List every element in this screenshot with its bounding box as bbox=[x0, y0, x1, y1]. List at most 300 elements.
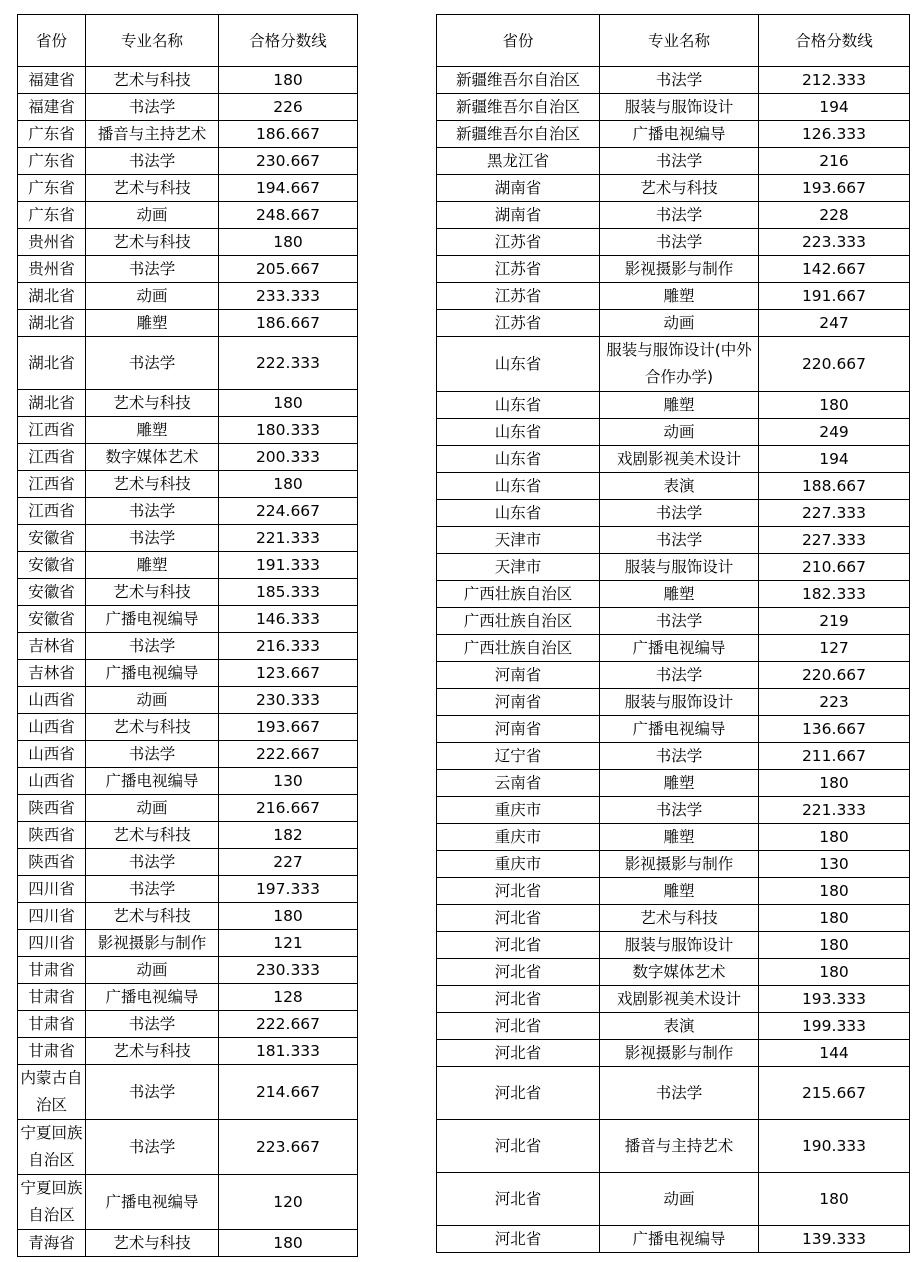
cell-major: 动画 bbox=[86, 202, 219, 229]
cell-major: 书法学 bbox=[86, 1011, 219, 1038]
cell-score: 185.333 bbox=[219, 579, 358, 606]
cell-major: 书法学 bbox=[86, 741, 219, 768]
cell-major: 书法学 bbox=[86, 633, 219, 660]
cell-province: 江苏省 bbox=[437, 256, 600, 283]
cell-score: 180 bbox=[759, 905, 910, 932]
cell-score: 191.667 bbox=[759, 283, 910, 310]
cell-province: 新疆维吾尔自治区 bbox=[437, 121, 600, 148]
cell-score: 191.333 bbox=[219, 552, 358, 579]
cell-major: 艺术与科技 bbox=[86, 822, 219, 849]
cell-major: 书法学 bbox=[86, 94, 219, 121]
table-row bbox=[437, 473, 910, 500]
cell-province: 江苏省 bbox=[437, 229, 600, 256]
cell-province: 江西省 bbox=[18, 417, 86, 444]
table-row bbox=[437, 797, 910, 824]
cell-score: 180 bbox=[759, 824, 910, 851]
cell-province: 河南省 bbox=[437, 716, 600, 743]
table-row bbox=[18, 741, 358, 768]
cell-score: 219 bbox=[759, 608, 910, 635]
cell-score: 200.333 bbox=[219, 444, 358, 471]
cell-score: 188.667 bbox=[759, 473, 910, 500]
cell-province: 陕西省 bbox=[18, 795, 86, 822]
cell-major: 雕塑 bbox=[86, 552, 219, 579]
cell-score: 199.333 bbox=[759, 1013, 910, 1040]
table-row bbox=[18, 283, 358, 310]
table-row bbox=[18, 256, 358, 283]
cell-province: 湖南省 bbox=[437, 175, 600, 202]
table-row bbox=[437, 419, 910, 446]
cell-score: 144 bbox=[759, 1040, 910, 1067]
table-row bbox=[437, 770, 910, 797]
cell-province: 贵州省 bbox=[18, 256, 86, 283]
cell-major: 数字媒体艺术 bbox=[600, 959, 759, 986]
cell-province: 湖北省 bbox=[18, 283, 86, 310]
cell-major: 书法学 bbox=[600, 1067, 759, 1120]
cell-score: 220.667 bbox=[759, 337, 910, 392]
cell-province: 云南省 bbox=[437, 770, 600, 797]
cell-major: 艺术与科技 bbox=[86, 903, 219, 930]
table-row bbox=[437, 175, 910, 202]
cell-major: 艺术与科技 bbox=[86, 471, 219, 498]
cell-score: 216.333 bbox=[219, 633, 358, 660]
cell-major: 艺术与科技 bbox=[86, 714, 219, 741]
table-row bbox=[437, 229, 910, 256]
cell-province: 天津市 bbox=[437, 554, 600, 581]
cell-province: 甘肃省 bbox=[18, 957, 86, 984]
cell-province: 福建省 bbox=[18, 94, 86, 121]
cell-major: 广播电视编导 bbox=[86, 606, 219, 633]
cell-major: 数字媒体艺术 bbox=[86, 444, 219, 471]
cell-score: 146.333 bbox=[219, 606, 358, 633]
table-row bbox=[18, 471, 358, 498]
cell-score: 139.333 bbox=[759, 1226, 910, 1253]
cell-province: 重庆市 bbox=[437, 824, 600, 851]
table-row bbox=[437, 662, 910, 689]
table-row bbox=[437, 500, 910, 527]
cell-province: 广东省 bbox=[18, 202, 86, 229]
cell-major: 书法学 bbox=[86, 337, 219, 390]
cell-province: 新疆维吾尔自治区 bbox=[437, 94, 600, 121]
cell-province: 安徽省 bbox=[18, 579, 86, 606]
table-row bbox=[437, 94, 910, 121]
cell-score: 190.333 bbox=[759, 1120, 910, 1173]
cell-province: 湖北省 bbox=[18, 310, 86, 337]
cell-major: 服装与服饰设计(中外合作办学) bbox=[600, 337, 759, 392]
cell-score: 249 bbox=[759, 419, 910, 446]
cell-province: 新疆维吾尔自治区 bbox=[437, 67, 600, 94]
table-row bbox=[437, 905, 910, 932]
cell-major: 雕塑 bbox=[600, 392, 759, 419]
table-row bbox=[437, 959, 910, 986]
cell-province: 甘肃省 bbox=[18, 1011, 86, 1038]
table-row bbox=[437, 1040, 910, 1067]
cell-major: 书法学 bbox=[600, 229, 759, 256]
cell-score: 180 bbox=[219, 471, 358, 498]
table-row bbox=[437, 148, 910, 175]
table-row bbox=[18, 822, 358, 849]
cell-score: 180 bbox=[759, 959, 910, 986]
cell-score: 233.333 bbox=[219, 283, 358, 310]
cell-major: 艺术与科技 bbox=[600, 905, 759, 932]
cell-province: 河北省 bbox=[437, 1120, 600, 1173]
cell-score: 223.667 bbox=[219, 1120, 358, 1175]
table-row bbox=[437, 716, 910, 743]
cell-major: 影视摄影与制作 bbox=[86, 930, 219, 957]
table-row bbox=[18, 876, 358, 903]
table-row bbox=[18, 310, 358, 337]
cell-major: 动画 bbox=[86, 687, 219, 714]
cell-province: 河南省 bbox=[437, 662, 600, 689]
cell-province: 河北省 bbox=[437, 959, 600, 986]
cell-province: 河北省 bbox=[437, 878, 600, 905]
cell-score: 216.667 bbox=[219, 795, 358, 822]
cell-major: 书法学 bbox=[600, 527, 759, 554]
table-row bbox=[18, 1065, 358, 1120]
cell-score: 181.333 bbox=[219, 1038, 358, 1065]
cell-major: 雕塑 bbox=[600, 878, 759, 905]
cell-major: 影视摄影与制作 bbox=[600, 1040, 759, 1067]
cell-major: 艺术与科技 bbox=[86, 67, 219, 94]
cell-province: 山西省 bbox=[18, 741, 86, 768]
cell-score: 128 bbox=[219, 984, 358, 1011]
cell-score: 220.667 bbox=[759, 662, 910, 689]
cell-score: 193.333 bbox=[759, 986, 910, 1013]
cell-score: 186.667 bbox=[219, 310, 358, 337]
cell-province: 山东省 bbox=[437, 446, 600, 473]
cell-score: 211.667 bbox=[759, 743, 910, 770]
table-row bbox=[18, 606, 358, 633]
cell-score: 197.333 bbox=[219, 876, 358, 903]
cell-score: 223 bbox=[759, 689, 910, 716]
cell-province: 甘肃省 bbox=[18, 1038, 86, 1065]
cell-score: 222.333 bbox=[219, 337, 358, 390]
cell-score: 130 bbox=[759, 851, 910, 878]
cell-major: 广播电视编导 bbox=[86, 1175, 219, 1230]
cell-score: 227 bbox=[219, 849, 358, 876]
cell-score: 180 bbox=[759, 392, 910, 419]
table-row bbox=[18, 94, 358, 121]
table-row bbox=[18, 579, 358, 606]
cell-province: 广西壮族自治区 bbox=[437, 635, 600, 662]
cell-province: 安徽省 bbox=[18, 525, 86, 552]
cell-score: 136.667 bbox=[759, 716, 910, 743]
header-province: 省份 bbox=[437, 15, 600, 67]
cell-province: 山东省 bbox=[437, 419, 600, 446]
cell-major: 雕塑 bbox=[600, 770, 759, 797]
cell-score: 186.667 bbox=[219, 121, 358, 148]
table-row bbox=[18, 930, 358, 957]
cell-major: 艺术与科技 bbox=[600, 175, 759, 202]
cell-major: 动画 bbox=[600, 1173, 759, 1226]
cell-score: 212.333 bbox=[759, 67, 910, 94]
table-row bbox=[437, 392, 910, 419]
cell-score: 182.333 bbox=[759, 581, 910, 608]
cell-province: 贵州省 bbox=[18, 229, 86, 256]
cell-score: 180 bbox=[219, 1230, 358, 1257]
table-row bbox=[437, 1120, 910, 1173]
cell-score: 230.333 bbox=[219, 687, 358, 714]
cell-province: 山东省 bbox=[437, 392, 600, 419]
cell-score: 205.667 bbox=[219, 256, 358, 283]
right-header-row bbox=[437, 15, 910, 67]
cell-score: 126.333 bbox=[759, 121, 910, 148]
cell-score: 226 bbox=[219, 94, 358, 121]
table-row bbox=[437, 932, 910, 959]
cell-province: 河北省 bbox=[437, 986, 600, 1013]
table-row bbox=[437, 824, 910, 851]
cell-major: 广播电视编导 bbox=[86, 984, 219, 1011]
header-major: 专业名称 bbox=[600, 15, 759, 67]
cell-major: 艺术与科技 bbox=[86, 579, 219, 606]
table-row bbox=[437, 1067, 910, 1120]
cell-major: 书法学 bbox=[600, 608, 759, 635]
cell-major: 影视摄影与制作 bbox=[600, 256, 759, 283]
cell-province: 河北省 bbox=[437, 1040, 600, 1067]
cell-major: 书法学 bbox=[86, 1065, 219, 1120]
cell-major: 书法学 bbox=[86, 256, 219, 283]
cell-score: 180 bbox=[759, 932, 910, 959]
cell-major: 书法学 bbox=[86, 876, 219, 903]
cell-province: 湖北省 bbox=[18, 337, 86, 390]
table-row bbox=[437, 1173, 910, 1226]
table-row bbox=[18, 121, 358, 148]
cell-province: 宁夏回族自治区 bbox=[18, 1120, 86, 1175]
cell-score: 180 bbox=[219, 229, 358, 256]
cell-score: 222.667 bbox=[219, 741, 358, 768]
table-row bbox=[437, 878, 910, 905]
table-row bbox=[437, 337, 910, 392]
cell-province: 安徽省 bbox=[18, 606, 86, 633]
cell-score: 194.667 bbox=[219, 175, 358, 202]
cell-province: 河北省 bbox=[437, 1226, 600, 1253]
cell-province: 山东省 bbox=[437, 473, 600, 500]
cell-province: 重庆市 bbox=[437, 797, 600, 824]
cell-score: 248.667 bbox=[219, 202, 358, 229]
cell-major: 雕塑 bbox=[86, 417, 219, 444]
cell-province: 江西省 bbox=[18, 498, 86, 525]
table-row bbox=[437, 635, 910, 662]
table-row bbox=[18, 175, 358, 202]
cell-province: 江苏省 bbox=[437, 283, 600, 310]
cell-score: 182 bbox=[219, 822, 358, 849]
cell-province: 吉林省 bbox=[18, 633, 86, 660]
cell-major: 广播电视编导 bbox=[600, 1226, 759, 1253]
table-row bbox=[18, 148, 358, 175]
table-row bbox=[18, 390, 358, 417]
table-row bbox=[437, 608, 910, 635]
cell-province: 青海省 bbox=[18, 1230, 86, 1257]
cell-province: 四川省 bbox=[18, 876, 86, 903]
cell-major: 表演 bbox=[600, 1013, 759, 1040]
cell-major: 雕塑 bbox=[600, 581, 759, 608]
cell-province: 山东省 bbox=[437, 337, 600, 392]
table-row bbox=[437, 446, 910, 473]
cell-score: 227.333 bbox=[759, 500, 910, 527]
cell-score: 194 bbox=[759, 94, 910, 121]
table-row bbox=[18, 229, 358, 256]
header-score: 合格分数线 bbox=[759, 15, 910, 67]
cell-score: 193.667 bbox=[759, 175, 910, 202]
cell-province: 河北省 bbox=[437, 905, 600, 932]
table-row bbox=[18, 984, 358, 1011]
cell-score: 227.333 bbox=[759, 527, 910, 554]
cell-major: 动画 bbox=[600, 419, 759, 446]
cell-province: 江西省 bbox=[18, 444, 86, 471]
cell-major: 广播电视编导 bbox=[600, 716, 759, 743]
cell-major: 动画 bbox=[86, 283, 219, 310]
cell-score: 224.667 bbox=[219, 498, 358, 525]
cell-major: 服装与服饰设计 bbox=[600, 932, 759, 959]
cell-province: 湖北省 bbox=[18, 390, 86, 417]
cell-province: 江西省 bbox=[18, 471, 86, 498]
table-row bbox=[18, 525, 358, 552]
cell-score: 180 bbox=[219, 903, 358, 930]
cell-major: 服装与服饰设计 bbox=[600, 554, 759, 581]
cell-province: 广东省 bbox=[18, 148, 86, 175]
table-row bbox=[437, 581, 910, 608]
cell-score: 221.333 bbox=[219, 525, 358, 552]
cell-major: 书法学 bbox=[86, 1120, 219, 1175]
cell-score: 130 bbox=[219, 768, 358, 795]
cell-score: 230.667 bbox=[219, 148, 358, 175]
cell-province: 陕西省 bbox=[18, 822, 86, 849]
cell-major: 书法学 bbox=[600, 148, 759, 175]
cell-province: 广东省 bbox=[18, 175, 86, 202]
cell-major: 艺术与科技 bbox=[86, 175, 219, 202]
cell-score: 228 bbox=[759, 202, 910, 229]
table-row bbox=[437, 986, 910, 1013]
cell-major: 书法学 bbox=[600, 67, 759, 94]
cell-major: 动画 bbox=[86, 957, 219, 984]
cell-major: 戏剧影视美术设计 bbox=[600, 446, 759, 473]
table-row bbox=[437, 554, 910, 581]
header-province: 省份 bbox=[18, 15, 86, 67]
cell-score: 230.333 bbox=[219, 957, 358, 984]
header-major: 专业名称 bbox=[86, 15, 219, 67]
cell-province: 福建省 bbox=[18, 67, 86, 94]
table-row bbox=[18, 1120, 358, 1175]
table-row bbox=[18, 903, 358, 930]
cell-province: 河北省 bbox=[437, 1013, 600, 1040]
cell-major: 书法学 bbox=[600, 662, 759, 689]
cell-province: 天津市 bbox=[437, 527, 600, 554]
cell-province: 宁夏回族自治区 bbox=[18, 1175, 86, 1230]
table-row bbox=[18, 768, 358, 795]
cell-province: 山西省 bbox=[18, 687, 86, 714]
cell-province: 江苏省 bbox=[437, 310, 600, 337]
cell-province: 内蒙古自治区 bbox=[18, 1065, 86, 1120]
table-row bbox=[18, 660, 358, 687]
cell-score: 214.667 bbox=[219, 1065, 358, 1120]
cell-major: 书法学 bbox=[600, 202, 759, 229]
cell-province: 河南省 bbox=[437, 689, 600, 716]
table-row bbox=[437, 283, 910, 310]
cell-major: 雕塑 bbox=[600, 824, 759, 851]
cell-province: 广西壮族自治区 bbox=[437, 608, 600, 635]
cell-score: 210.667 bbox=[759, 554, 910, 581]
cell-major: 表演 bbox=[600, 473, 759, 500]
cell-major: 书法学 bbox=[86, 849, 219, 876]
table-row bbox=[437, 689, 910, 716]
cell-province: 山西省 bbox=[18, 768, 86, 795]
table-row bbox=[437, 1013, 910, 1040]
cell-major: 书法学 bbox=[86, 525, 219, 552]
table-row bbox=[18, 714, 358, 741]
cell-province: 河北省 bbox=[437, 932, 600, 959]
cell-score: 223.333 bbox=[759, 229, 910, 256]
cell-province: 广东省 bbox=[18, 121, 86, 148]
cell-major: 影视摄影与制作 bbox=[600, 851, 759, 878]
cell-major: 书法学 bbox=[600, 797, 759, 824]
cell-province: 陕西省 bbox=[18, 849, 86, 876]
cell-province: 辽宁省 bbox=[437, 743, 600, 770]
cell-major: 书法学 bbox=[600, 743, 759, 770]
table-row bbox=[18, 337, 358, 390]
cell-major: 广播电视编导 bbox=[600, 635, 759, 662]
cell-score: 222.667 bbox=[219, 1011, 358, 1038]
cell-major: 动画 bbox=[600, 310, 759, 337]
cell-score: 193.667 bbox=[219, 714, 358, 741]
cell-major: 广播电视编导 bbox=[86, 768, 219, 795]
cell-score: 127 bbox=[759, 635, 910, 662]
cell-major: 雕塑 bbox=[86, 310, 219, 337]
table-row bbox=[18, 1011, 358, 1038]
left-header-row bbox=[18, 15, 358, 67]
cell-province: 安徽省 bbox=[18, 552, 86, 579]
cell-score: 180 bbox=[759, 770, 910, 797]
score-table-right bbox=[436, 14, 910, 1253]
table-row bbox=[18, 498, 358, 525]
cell-major: 广播电视编导 bbox=[86, 660, 219, 687]
cell-score: 180.333 bbox=[219, 417, 358, 444]
table-row bbox=[18, 202, 358, 229]
cell-major: 书法学 bbox=[86, 498, 219, 525]
cell-score: 194 bbox=[759, 446, 910, 473]
cell-province: 四川省 bbox=[18, 930, 86, 957]
cell-major: 服装与服饰设计 bbox=[600, 689, 759, 716]
table-row bbox=[18, 1038, 358, 1065]
cell-province: 山东省 bbox=[437, 500, 600, 527]
cell-major: 动画 bbox=[86, 795, 219, 822]
cell-score: 142.667 bbox=[759, 256, 910, 283]
table-row bbox=[18, 444, 358, 471]
cell-score: 180 bbox=[759, 1173, 910, 1226]
table-row bbox=[18, 417, 358, 444]
cell-province: 甘肃省 bbox=[18, 984, 86, 1011]
cell-score: 215.667 bbox=[759, 1067, 910, 1120]
table-row bbox=[18, 957, 358, 984]
cell-major: 艺术与科技 bbox=[86, 1038, 219, 1065]
table-row bbox=[437, 1226, 910, 1253]
cell-province: 河北省 bbox=[437, 1173, 600, 1226]
cell-major: 广播电视编导 bbox=[600, 121, 759, 148]
cell-score: 180 bbox=[219, 67, 358, 94]
table-row bbox=[437, 743, 910, 770]
cell-province: 山西省 bbox=[18, 714, 86, 741]
table-row bbox=[437, 527, 910, 554]
cell-score: 221.333 bbox=[759, 797, 910, 824]
table-row bbox=[437, 67, 910, 94]
cell-major: 艺术与科技 bbox=[86, 1230, 219, 1257]
score-table-left bbox=[17, 14, 358, 1257]
cell-major: 播音与主持艺术 bbox=[600, 1120, 759, 1173]
cell-major: 雕塑 bbox=[600, 283, 759, 310]
cell-score: 247 bbox=[759, 310, 910, 337]
cell-province: 河北省 bbox=[437, 1067, 600, 1120]
table-row bbox=[18, 795, 358, 822]
table-row bbox=[18, 552, 358, 579]
cell-score: 120 bbox=[219, 1175, 358, 1230]
